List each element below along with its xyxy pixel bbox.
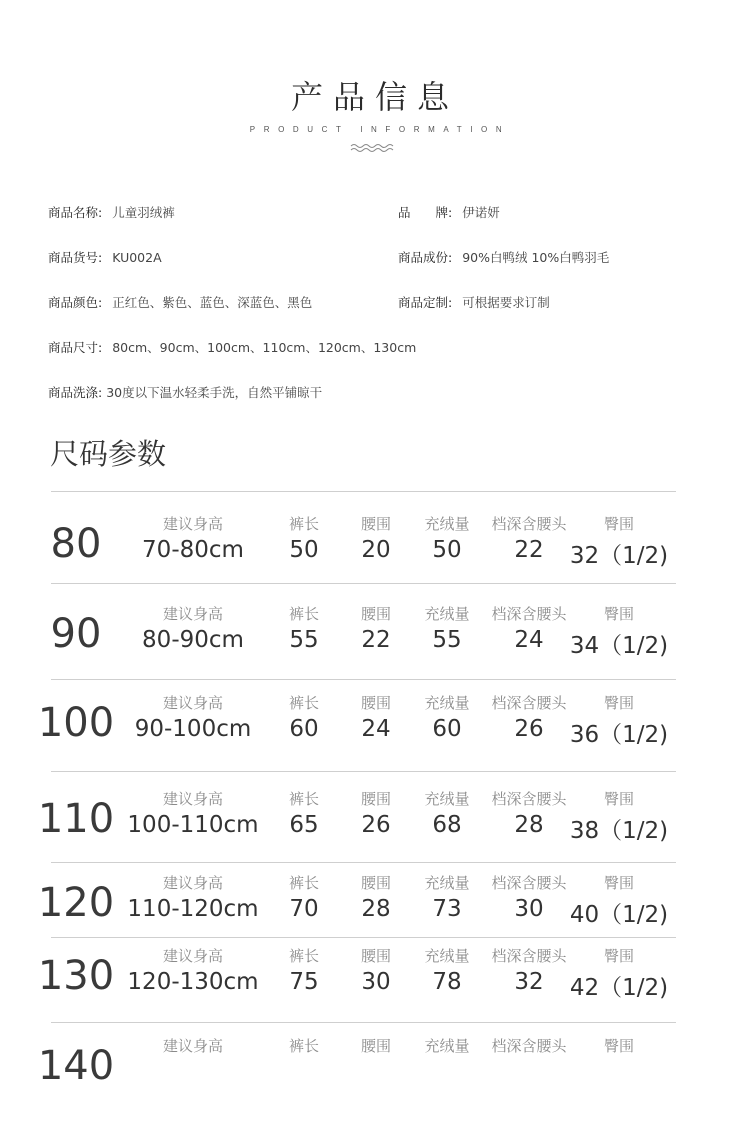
info-color [48, 293, 312, 311]
cell-value: 70 [289, 896, 319, 922]
info-material [398, 248, 609, 266]
column-header: 裤长 [288, 515, 319, 533]
info-label: 品 牌: [398, 205, 453, 220]
column-header: 档深含腰头 [491, 874, 567, 892]
info-sku [48, 248, 162, 266]
cell-value: 24 [361, 716, 391, 742]
cell-value: 30 [361, 969, 391, 995]
cell-value: 34（1/2) [569, 633, 669, 659]
column-header: 腰围 [360, 694, 391, 712]
column-header: 充绒量 [424, 874, 470, 892]
size-row [0, 603, 750, 693]
cell-value: 100-110cm [127, 812, 259, 838]
size-cell-length [274, 1035, 334, 1059]
column-header: 充绒量 [424, 1037, 470, 1055]
column-header: 建议身高 [162, 947, 223, 965]
page-title: 产品信息 [290, 78, 459, 116]
size-cell-length [274, 872, 334, 922]
info-value: 正红色、紫色、蓝色、深蓝色、黑色 [112, 295, 313, 310]
size-cell-waist [346, 513, 406, 563]
size-cell-height [123, 1035, 263, 1059]
size-row [0, 1035, 750, 1125]
cell-value: 42（1/2) [569, 975, 669, 1001]
info-size [48, 338, 416, 356]
cell-value: 60 [432, 716, 462, 742]
cell-value: 65 [289, 812, 319, 838]
size-cell-fill [412, 1035, 482, 1059]
size-cell-fill [412, 513, 482, 563]
column-header: 腰围 [360, 515, 391, 533]
cell-value: 68 [432, 812, 462, 838]
size-cell-hip [559, 788, 679, 845]
size-cell-height [123, 513, 263, 563]
size-row [0, 788, 750, 878]
info-value: 可根据要求订制 [462, 295, 550, 310]
info-value: 伊诺妍 [462, 205, 500, 220]
page-subtitle: PRODUCT INFORMATION [249, 125, 511, 134]
column-header: 裤长 [288, 874, 319, 892]
size-cell-waist [346, 872, 406, 922]
column-header: 臀围 [603, 694, 634, 712]
size-cell-hip [559, 513, 679, 570]
column-header: 裤长 [288, 947, 319, 965]
size-cell-waist [346, 788, 406, 838]
column-header: 建议身高 [162, 694, 223, 712]
column-header: 裤长 [288, 694, 319, 712]
size-cell-hip [559, 603, 679, 660]
column-header: 档深含腰头 [491, 1037, 567, 1055]
column-header: 档深含腰头 [491, 515, 567, 533]
column-header: 腰围 [360, 1037, 391, 1055]
size-cell-fill [412, 692, 482, 742]
size-cell-hip [559, 1035, 679, 1059]
cell-value: 26 [514, 716, 544, 742]
size-label: 120 [37, 880, 115, 926]
size-cell-fill [412, 603, 482, 653]
size-cell-height [123, 692, 263, 742]
info-value: KU002A [112, 250, 162, 265]
size-label: 130 [37, 953, 115, 999]
info-value: 80cm、90cm、100cm、110cm、120cm、130cm [112, 340, 417, 355]
cell-value: 70-80cm [142, 537, 244, 563]
wave-divider-icon [350, 143, 396, 153]
cell-value: 75 [289, 969, 319, 995]
size-cell-hip [559, 945, 679, 1002]
cell-value: 26 [361, 812, 391, 838]
cell-value: 78 [432, 969, 462, 995]
cell-value: 20 [361, 537, 391, 563]
size-cell-waist [346, 603, 406, 653]
row-divider [51, 491, 676, 492]
size-label: 100 [37, 700, 115, 746]
size-row [0, 692, 750, 782]
column-header: 臀围 [603, 1037, 634, 1055]
info-value: 儿童羽绒裤 [112, 205, 175, 220]
info-brand [398, 203, 500, 221]
info-label: 商品名称: [48, 205, 103, 220]
size-cell-height [123, 603, 263, 653]
info-label: 商品货号: [48, 250, 103, 265]
cell-value: 28 [361, 896, 391, 922]
cell-value: 32 [514, 969, 544, 995]
size-label: 110 [37, 796, 115, 842]
size-label: 140 [37, 1043, 115, 1089]
size-label: 90 [50, 611, 102, 657]
cell-value: 80-90cm [142, 627, 244, 653]
size-cell-waist [346, 692, 406, 742]
size-cell-length [274, 603, 334, 653]
column-header: 腰围 [360, 874, 391, 892]
column-header: 充绒量 [424, 605, 470, 623]
info-label: 商品洗涤: [48, 385, 103, 400]
cell-value: 38（1/2) [569, 818, 669, 844]
info-label: 商品定制: [398, 295, 453, 310]
column-header: 建议身高 [162, 515, 223, 533]
info-product-name [48, 203, 175, 221]
column-header: 腰围 [360, 947, 391, 965]
size-label: 80 [50, 521, 102, 567]
size-cell-fill [412, 788, 482, 838]
cell-value: 22 [514, 537, 544, 563]
info-label: 商品成份: [398, 250, 453, 265]
column-header: 臀围 [603, 790, 634, 808]
cell-value: 50 [289, 537, 319, 563]
column-header: 建议身高 [162, 790, 223, 808]
column-header: 裤长 [288, 605, 319, 623]
info-label: 商品尺寸: [48, 340, 103, 355]
info-custom [398, 293, 550, 311]
info-value: 30度以下温水轻柔手洗，自然平铺晾干 [106, 385, 323, 400]
column-header: 腰围 [360, 605, 391, 623]
cell-value: 28 [514, 812, 544, 838]
column-header: 充绒量 [424, 947, 470, 965]
column-header: 腰围 [360, 790, 391, 808]
column-header: 档深含腰头 [491, 790, 567, 808]
cell-value: 32（1/2) [569, 543, 669, 569]
cell-value: 90-100cm [134, 716, 252, 742]
cell-value: 36（1/2) [569, 722, 669, 748]
size-cell-length [274, 692, 334, 742]
column-header: 档深含腰头 [491, 694, 567, 712]
column-header: 充绒量 [424, 694, 470, 712]
column-header: 裤长 [288, 790, 319, 808]
info-wash [48, 383, 322, 401]
cell-value: 55 [432, 627, 462, 653]
cell-value: 73 [432, 896, 462, 922]
cell-value: 55 [289, 627, 319, 653]
cell-value: 110-120cm [127, 896, 259, 922]
size-cell-hip [559, 692, 679, 749]
column-header: 臀围 [603, 947, 634, 965]
column-header: 建议身高 [162, 1037, 223, 1055]
size-cell-height [123, 872, 263, 922]
size-cell-hip [559, 872, 679, 929]
cell-value: 24 [514, 627, 544, 653]
column-header: 臀围 [603, 605, 634, 623]
column-header: 档深含腰头 [491, 947, 567, 965]
size-cell-waist [346, 1035, 406, 1059]
size-cell-height [123, 945, 263, 995]
size-row [0, 945, 750, 1035]
column-header: 建议身高 [162, 605, 223, 623]
column-header: 充绒量 [424, 515, 470, 533]
column-header: 裤长 [288, 1037, 319, 1055]
size-cell-length [274, 513, 334, 563]
column-header: 臀围 [603, 874, 634, 892]
column-header: 臀围 [603, 515, 634, 533]
column-header: 充绒量 [424, 790, 470, 808]
cell-value: 50 [432, 537, 462, 563]
cell-value: 40（1/2) [569, 902, 669, 928]
cell-value: 60 [289, 716, 319, 742]
info-value: 90%白鸭绒 10%白鸭羽毛 [462, 250, 610, 265]
size-cell-length [274, 945, 334, 995]
cell-value: 120-130cm [127, 969, 259, 995]
size-cell-length [274, 788, 334, 838]
size-cell-waist [346, 945, 406, 995]
size-cell-fill [412, 945, 482, 995]
size-section-title: 尺码参数 [50, 437, 167, 471]
column-header: 档深含腰头 [491, 605, 567, 623]
column-header: 建议身高 [162, 874, 223, 892]
size-cell-height [123, 788, 263, 838]
size-cell-fill [412, 872, 482, 922]
cell-value: 30 [514, 896, 544, 922]
size-row [0, 513, 750, 603]
cell-value: 22 [361, 627, 391, 653]
info-label: 商品颜色: [48, 295, 103, 310]
